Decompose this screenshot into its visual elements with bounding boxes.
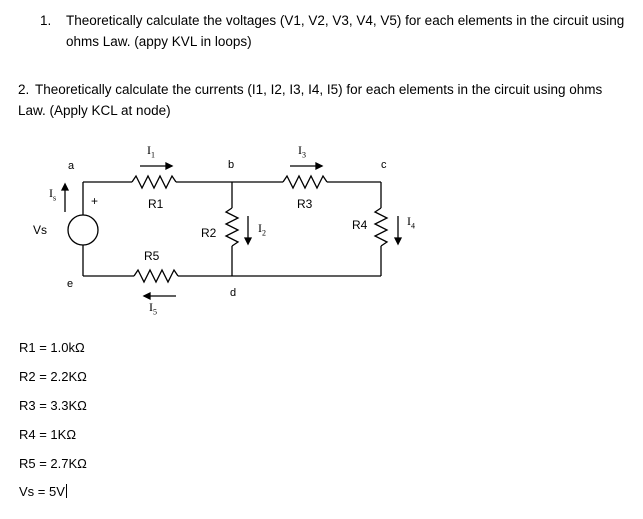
current-i2-label [258,221,266,237]
current-i1-sub: 1 [151,150,155,160]
current-is-main: I [49,186,53,200]
node-e-label: e [67,278,74,290]
value-vs-row[interactable] [19,484,67,499]
current-i5-label [149,300,157,316]
resistor-r2-symbol [226,208,238,246]
node-b-label: b [228,159,235,171]
resistor-r4-symbol [375,208,387,246]
current-i3-sub: 3 [302,150,306,160]
current-i5-main: I [149,300,153,314]
r5-label: R5 [144,249,160,263]
value-r4: R4 = 1KΩ [19,427,77,442]
current-is-label [49,186,56,202]
vs-label: Vs [33,223,48,237]
value-r5: R5 = 2.7KΩ [19,456,87,471]
current-is-sub: s [53,193,57,203]
question-1-line-1: Theoretically calculate the voltages (V1, V2, V3, V4, V5) for each elements in the circuit using [66,13,625,28]
resistor-r1-symbol [132,176,176,188]
current-i2-sub: 2 [262,228,266,238]
question-1-number: 1. [40,13,52,28]
r2-label: R2 [201,226,217,240]
polarity-plus-label: + [91,194,99,208]
arrow-i1-head [166,163,172,169]
current-i2-main: I [258,221,262,235]
current-i5-sub: 5 [153,307,157,317]
question-2-line-1: Theoretically calculate the currents (I1, I2, I3, I4, I5) for each elements in the circuit using ohms [35,82,603,97]
question-2-line-2: Law. (Apply KCL at node) [18,103,171,118]
current-i3-main: I [298,143,302,157]
value-r1: R1 = 1.0kΩ [19,340,85,355]
current-i3-label [298,143,306,159]
voltage-source-symbol [68,215,98,245]
arrow-i3-head [316,163,322,169]
r1-label: R1 [148,197,164,211]
r3-label: R3 [297,197,313,211]
node-c-label: c [381,159,387,171]
arrow-i2-head [245,238,251,244]
resistor-r5-symbol [134,270,178,282]
arrow-is-head [62,184,68,190]
text-cursor [66,484,67,498]
r4-label: R4 [352,218,368,232]
value-r3: R3 = 3.3KΩ [19,398,87,413]
current-i4-main: I [407,214,411,228]
current-i4-label [407,214,415,230]
arrow-i4-head [395,238,401,244]
current-i4-sub: 4 [411,221,415,231]
node-a-label: a [68,160,75,172]
question-2-number: 2. [18,82,30,97]
value-r2: R2 = 2.2KΩ [19,369,87,384]
question-1-line-2: ohms Law. (appy KVL in loops) [66,34,252,49]
resistor-r3-symbol [283,176,327,188]
value-vs: Vs = 5V [19,484,65,499]
current-i1-main: I [147,143,151,157]
current-i1-label [147,143,155,159]
node-d-label: d [230,287,237,299]
arrow-i5-head [144,293,150,299]
